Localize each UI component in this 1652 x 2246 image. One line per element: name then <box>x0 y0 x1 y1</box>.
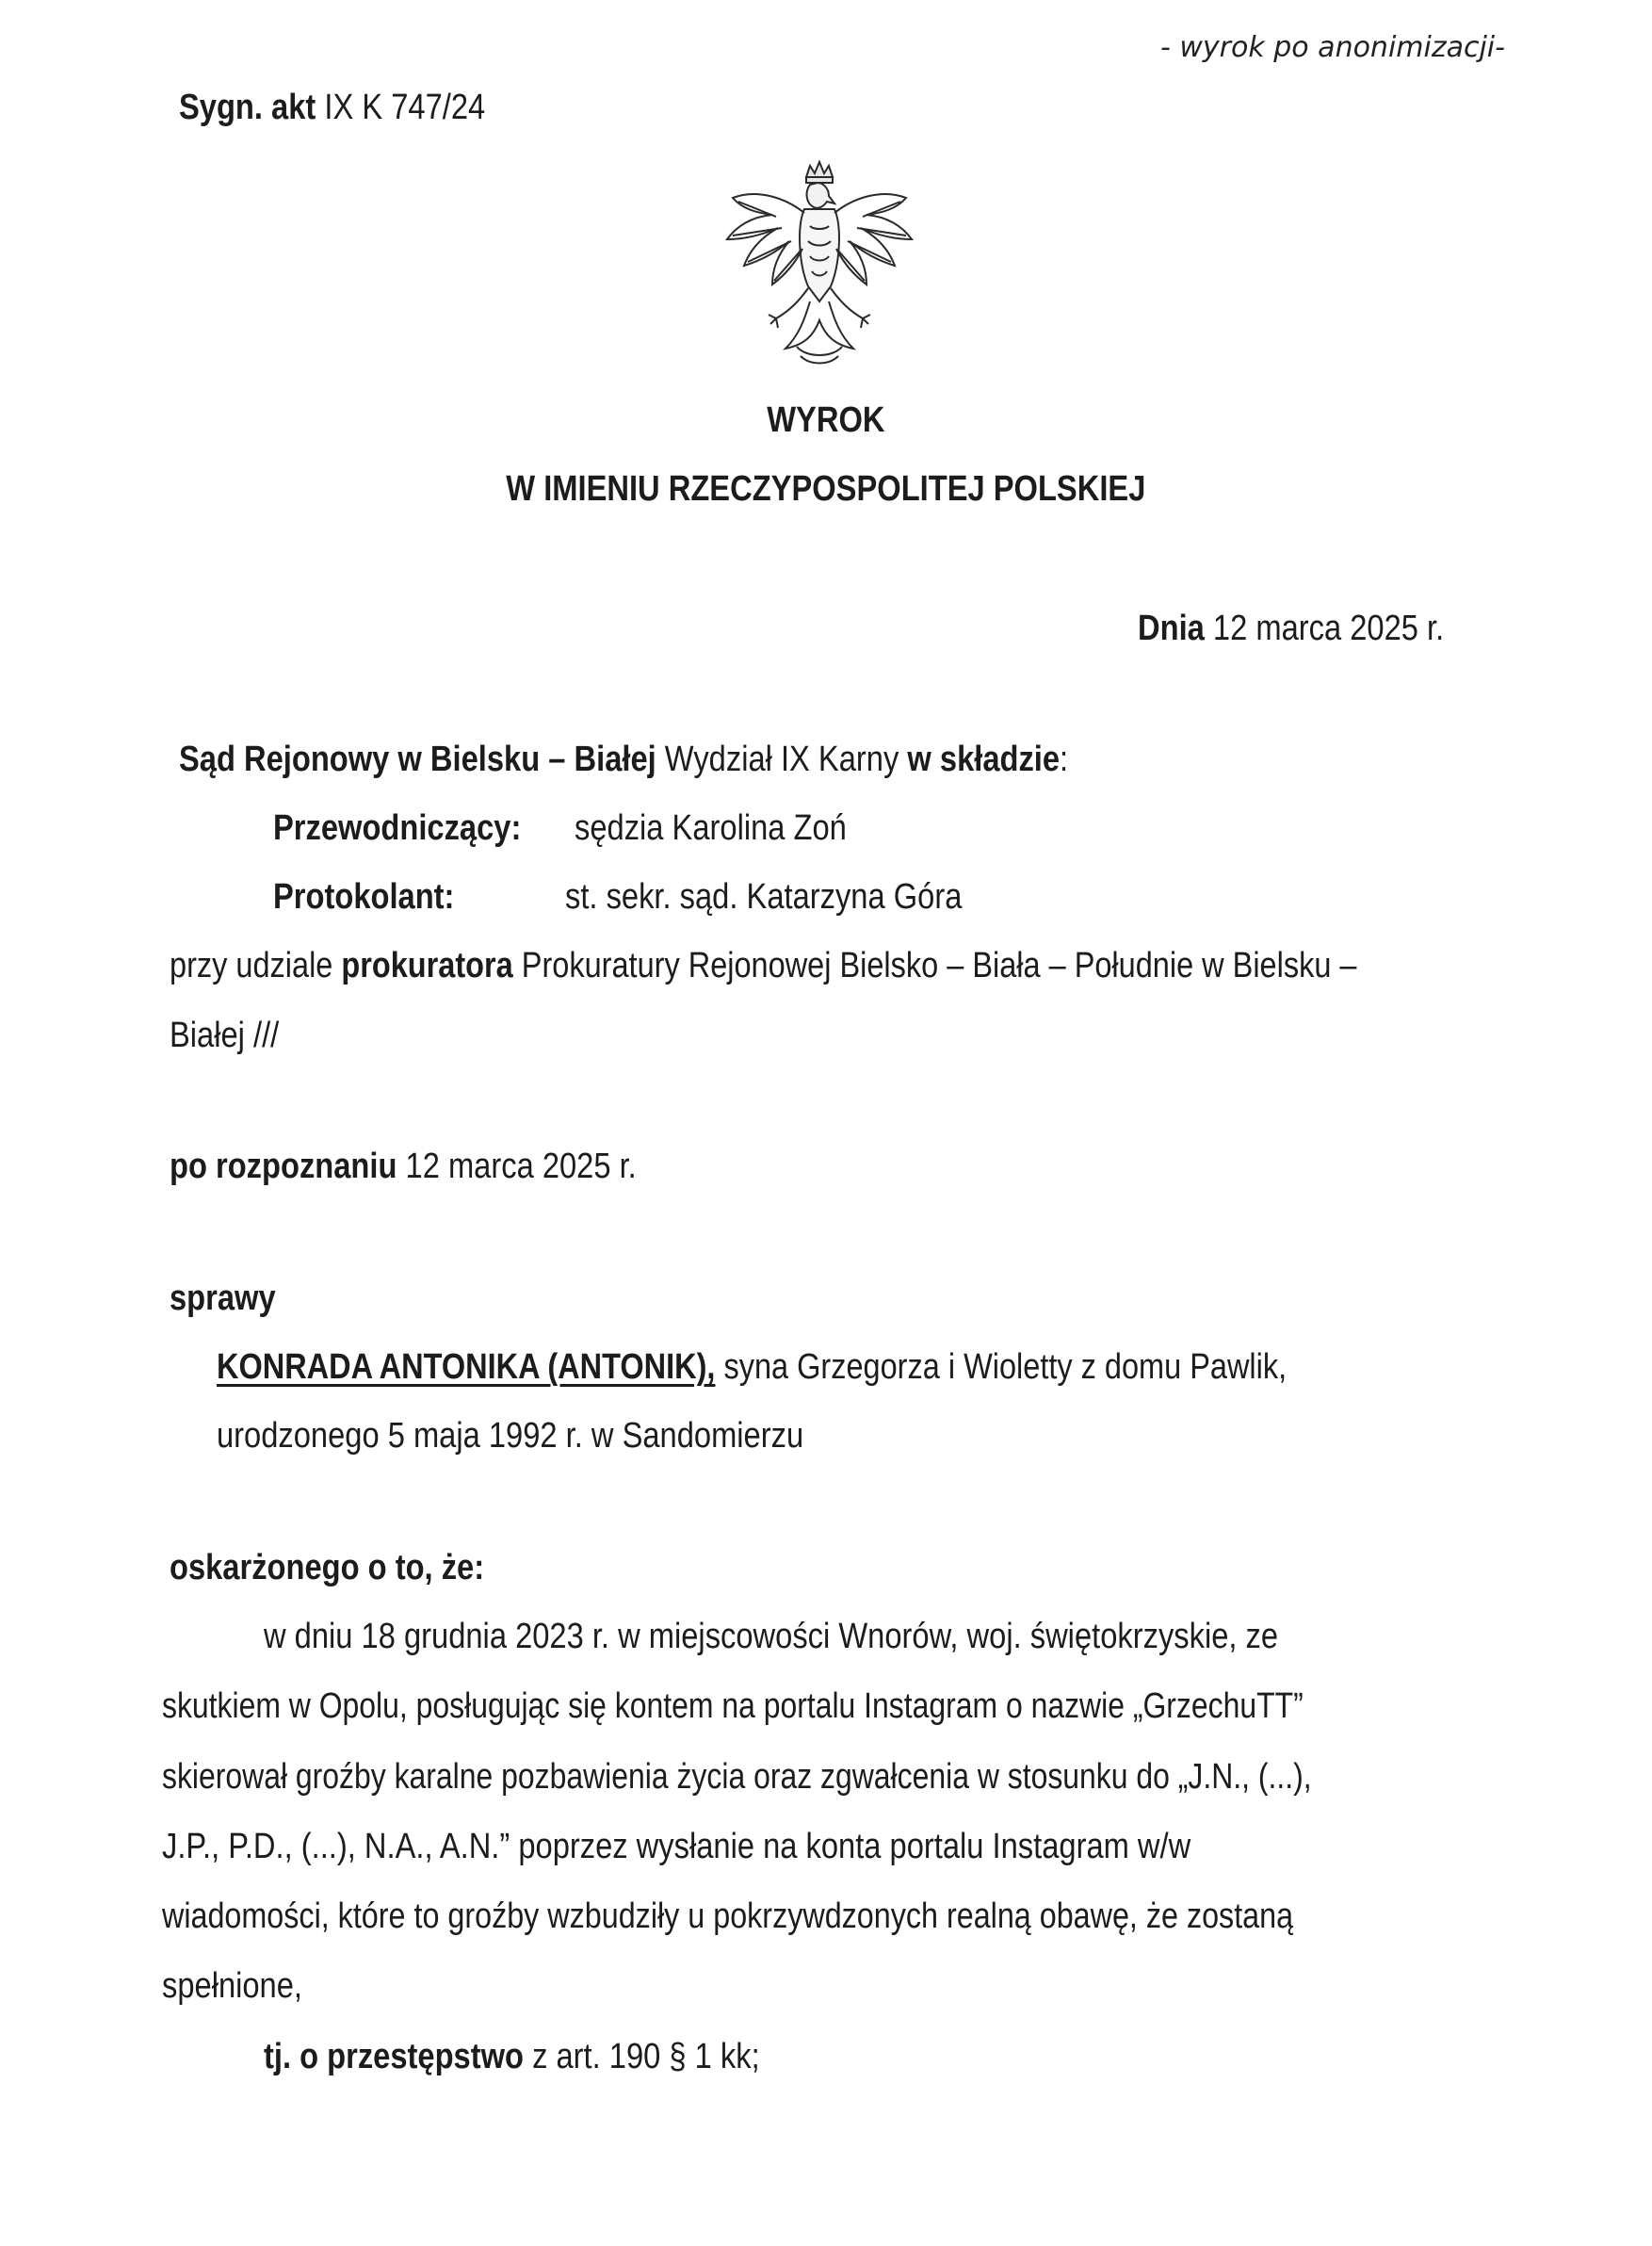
defendant-parents: syna Grzegorza i Wioletty z domu Pawlik, <box>723 1347 1288 1387</box>
charge-line-1: w dniu 18 grudnia 2023 r. w miejscowości Wnorów, woj. świętokrzyskie, ze <box>264 1617 1279 1656</box>
case-signature <box>179 90 535 125</box>
defendant-line-1 <box>217 1349 1468 1385</box>
court-name: Sąd Rejonowy w Bielsku – Białej <box>179 740 656 779</box>
charge-line-6: spełnione, <box>162 1966 302 2006</box>
qualification-value: z art. 190 § 1 kk; <box>532 2037 760 2076</box>
qualification-label: tj. o przestępstwo <box>264 2037 524 2076</box>
court-composition-label: w składzie <box>907 740 1061 779</box>
hearing-value: 12 marca 2025 r. <box>405 1147 637 1186</box>
case-signature-label: Sygn. akt <box>179 88 316 127</box>
legal-qualification <box>264 2039 840 2075</box>
polish-white-eagle-emblem-icon <box>720 160 919 367</box>
prosecutor-prefix: przy udziale <box>170 946 333 985</box>
date-label: Dnia <box>1138 609 1205 648</box>
court-division: Wydział IX Karny <box>664 740 899 779</box>
chair-value: sędzia Karolina Zoń <box>575 808 847 848</box>
judgment-date <box>1138 610 1494 646</box>
anonymization-note: - wyrok po anonimizacji- <box>1160 31 1505 64</box>
judgment-subtitle: W IMIENIU RZECZYPOSPOLITEJ POLSKIEJ <box>506 469 1146 509</box>
charge-line-5: wiadomości, które to groźby wzbudziły u pokrzywdzonych realną obawę, że zostaną <box>162 1896 1294 1936</box>
charge-line-3: skierował groźby karalne pozbawienia życia oraz zgwałcenia w stosunku do „J.N., (...), <box>162 1757 1312 1797</box>
clerk-label: Protokolant: <box>273 877 455 917</box>
prosecutor-office: Prokuratury Rejonowej Bielsko – Biała – Południe w Bielsku – <box>521 946 1357 985</box>
case-label: sprawy <box>170 1278 276 1318</box>
court-line <box>179 741 1213 777</box>
defendant-name: KONRADA ANTONIKA (ANTONIK), <box>217 1347 716 1387</box>
chair-label: Przewodniczący: <box>273 808 522 848</box>
charge-line-2: skutkiem w Opolu, posługując się kontem na portalu Instagram o nazwie „GrzechuTT” <box>162 1686 1304 1726</box>
prosecutor-line-2: Białej /// <box>170 1016 280 1055</box>
judgment-title: WYROK <box>767 400 885 440</box>
charge-line-4: J.P., P.D., (...), N.A., A.N.” poprzez wysłanie na konta portalu Instagram w/w <box>162 1827 1191 1866</box>
hearing-label: po rozpoznaniu <box>170 1147 397 1186</box>
court-colon: : <box>1060 740 1069 779</box>
case-signature-value: IX K 747/24 <box>324 88 486 127</box>
clerk-value: st. sekr. sąd. Katarzyna Góra <box>565 877 963 917</box>
prosecutor-label: prokuratora <box>341 946 513 985</box>
charge-label: oskarżonego o to, że: <box>170 1548 485 1587</box>
hearing-line <box>170 1148 712 1184</box>
defendant-line-2: urodzonego 5 maja 1992 r. w Sandomierzu <box>217 1416 804 1456</box>
date-value: 12 marca 2025 r. <box>1212 609 1445 648</box>
prosecutor-line-1 <box>170 948 1460 984</box>
